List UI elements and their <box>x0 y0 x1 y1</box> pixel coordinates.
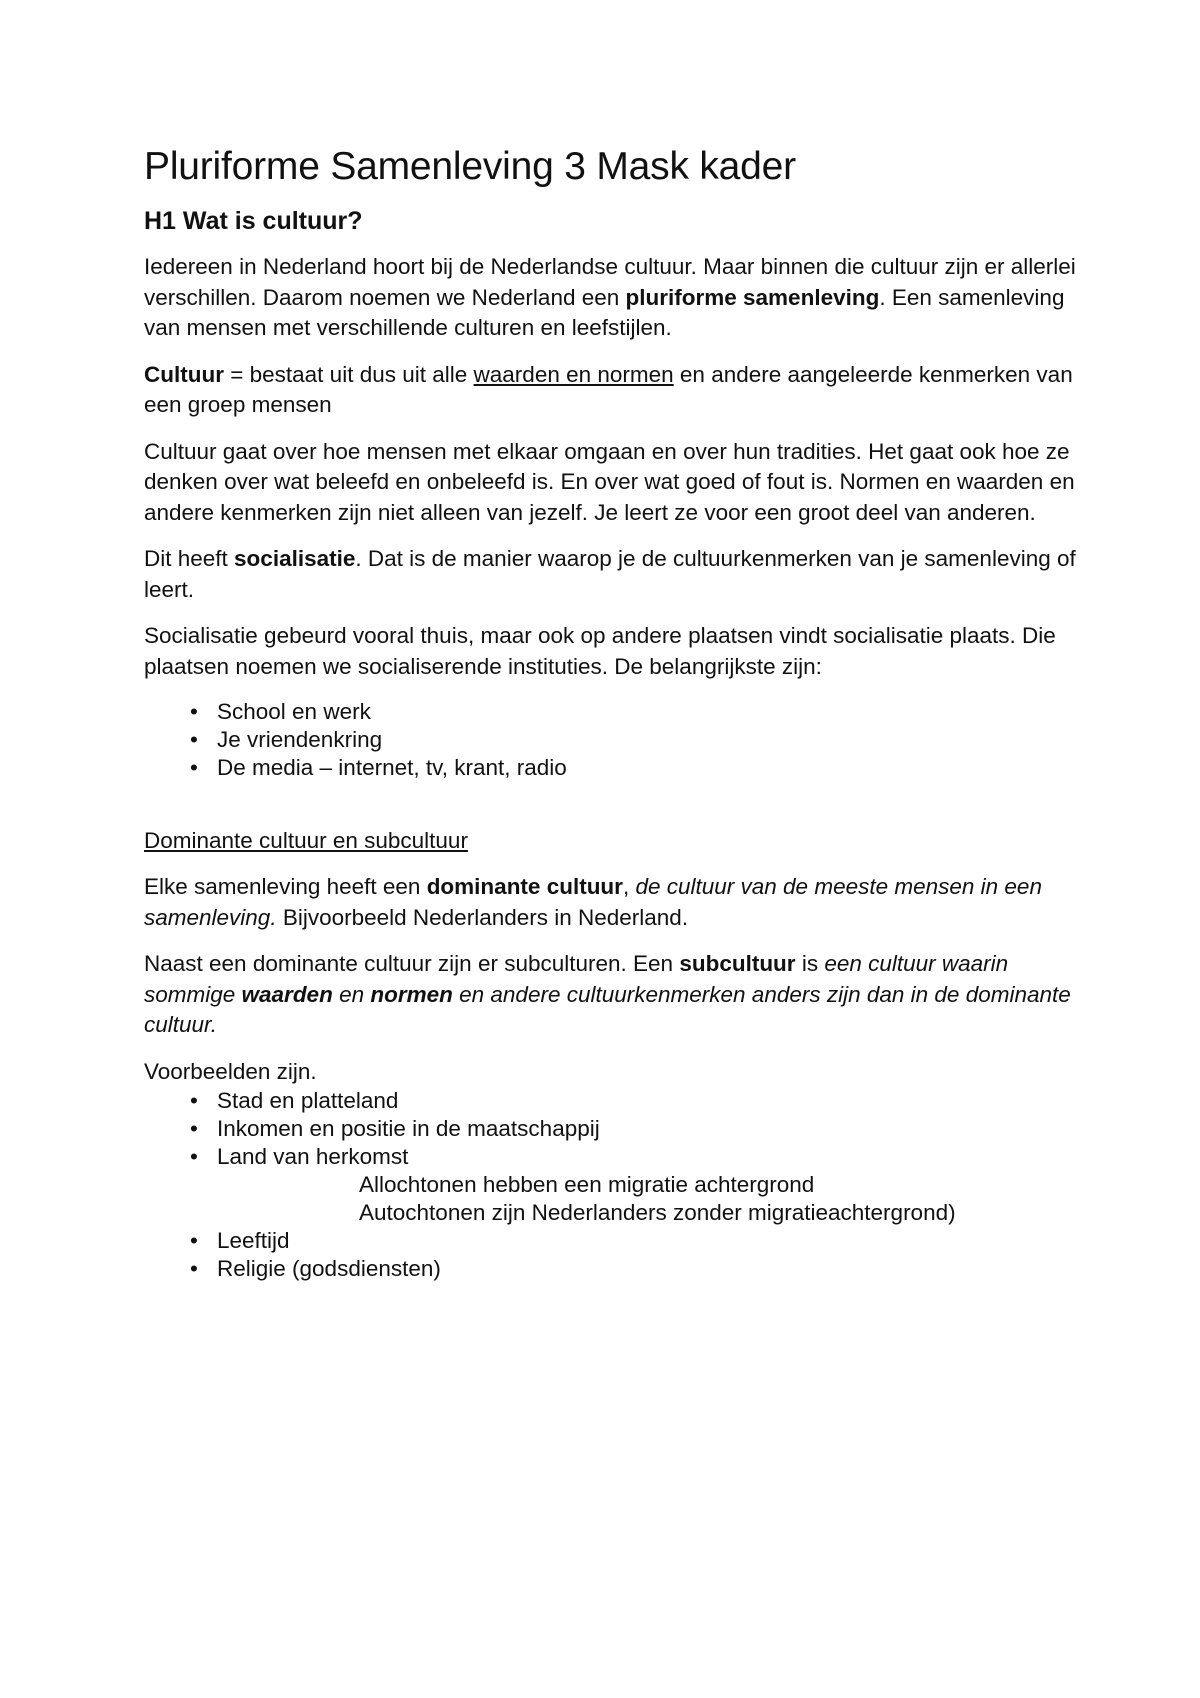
italic-text: en <box>332 981 371 1007</box>
italic-text: de cultuur van de meeste mensen in een samenleving. <box>144 874 1042 930</box>
italic-text: en andere cultuurkenmerken anders zijn dan in de dominante cultuur. <box>144 981 1071 1037</box>
text-span: . Dat is de manier waarop je de cultuurkenmerken van je samenleving of leert. <box>144 546 1076 602</box>
list-item-text: Stad en platteland <box>217 1088 399 1113</box>
list-item-text: Religie (godsdiensten) <box>217 1256 441 1281</box>
bullet-list-instituties <box>144 698 1084 782</box>
paragraph-dominante-cultuur <box>144 872 1084 933</box>
paragraph-cultuur-uitleg: Cultuur gaat over hoe mensen met elkaar omgaan en over hun tradities. Het gaat ook hoe ze denken over wat beleefd en onbeleefd is. En over wat goed of fout is. Normen en waarden en andere kenmerken zijn niet alleen van jezelf. Je leert ze voor een groot deel van anderen. <box>144 438 1075 525</box>
list-item <box>144 1255 1084 1283</box>
list-item <box>144 754 1084 782</box>
list-item-text: De media – internet, tv, krant, radio <box>217 755 567 780</box>
list-item <box>144 1087 1084 1115</box>
paragraph-instituties: Socialisatie gebeurd vooral thuis, maar ook op andere plaatsen vindt socialisatie plaats. Die plaatsen noemen we socialiserende instituties. De belangrijkste zijn: <box>144 623 1056 679</box>
indented-note: Allochtonen hebben een migratie achtergrond <box>359 1172 815 1197</box>
section-heading: Dominante cultuur en subcultuur <box>144 828 468 853</box>
bullet-icon: • <box>190 755 198 780</box>
text-span: , <box>622 874 636 899</box>
text-span: is <box>795 951 825 976</box>
bullet-icon: • <box>190 1116 198 1141</box>
bold-term: subcultuur <box>679 951 796 976</box>
paragraph-socialisatie <box>144 544 1084 605</box>
bullet-icon: • <box>190 699 198 724</box>
bold-term: pluriforme samenleving <box>625 284 880 310</box>
list-item-text: Inkomen en positie in de maatschappij <box>217 1116 600 1141</box>
paragraph-intro <box>144 252 1084 344</box>
bullet-list-voorbeelden <box>144 1087 1084 1171</box>
list-item-text: Land van herkomst <box>217 1144 409 1169</box>
list-item <box>144 1227 1084 1255</box>
bold-term: dominante cultuur <box>426 874 623 899</box>
bullet-list-voorbeelden-vervolg <box>144 1227 1084 1283</box>
text-span: Iedereen in Nederland hoort bij de Nederlandse cultuur. Maar binnen die cultuur zijn er allerlei verschillen. Daarom noemen we Nederland een <box>144 254 1076 310</box>
text-span: . Een samenleving van mensen met verschillende culturen en leefstijlen. <box>144 284 1065 340</box>
bullet-icon: • <box>190 1144 198 1169</box>
paragraph-subcultuur <box>144 949 1084 1041</box>
paragraph-definition-cultuur <box>144 360 1084 421</box>
chapter-heading: H1 Wat is cultuur? <box>144 207 363 235</box>
text-span: Naast een dominante cultuur zijn er subculturen. Een <box>144 951 680 976</box>
list-item <box>144 726 1084 754</box>
document-body <box>144 142 1084 1283</box>
text-span: Dit heeft <box>144 546 235 571</box>
list-item <box>144 1143 1084 1171</box>
italic-text: een cultuur waarin sommige <box>144 951 1009 1007</box>
list-item-text: Je vriendenkring <box>217 727 383 752</box>
indented-note: Autochtonen zijn Nederlanders zonder migratieachtergrond) <box>359 1200 956 1225</box>
text-span: en andere aangeleerde kenmerken van een groep mensen <box>144 361 1073 417</box>
paragraph-voorbeelden: Voorbeelden zijn. <box>144 1058 317 1084</box>
bullet-icon: • <box>190 727 198 752</box>
text-span: = bestaat uit dus uit alle <box>223 361 474 387</box>
bold-italic-term: normen <box>370 981 453 1007</box>
list-item <box>144 1115 1084 1143</box>
list-item <box>144 698 1084 726</box>
bullet-icon: • <box>190 1088 198 1113</box>
bullet-icon: • <box>190 1256 198 1281</box>
list-item-text: School en werk <box>217 699 371 724</box>
bold-term: socialisatie <box>234 546 356 571</box>
bold-term: Cultuur <box>144 361 224 387</box>
list-item-text: Leeftijd <box>217 1228 290 1253</box>
underlined-text: waarden en normen <box>473 361 674 387</box>
document-title: Pluriforme Samenleving 3 Mask kader <box>144 145 796 188</box>
bold-italic-term: waarden <box>241 981 333 1007</box>
text-span: Elke samenleving heeft een <box>144 874 427 899</box>
text-span: Bijvoorbeeld Nederlanders in Nederland. <box>276 904 689 930</box>
bullet-icon: • <box>190 1228 198 1253</box>
